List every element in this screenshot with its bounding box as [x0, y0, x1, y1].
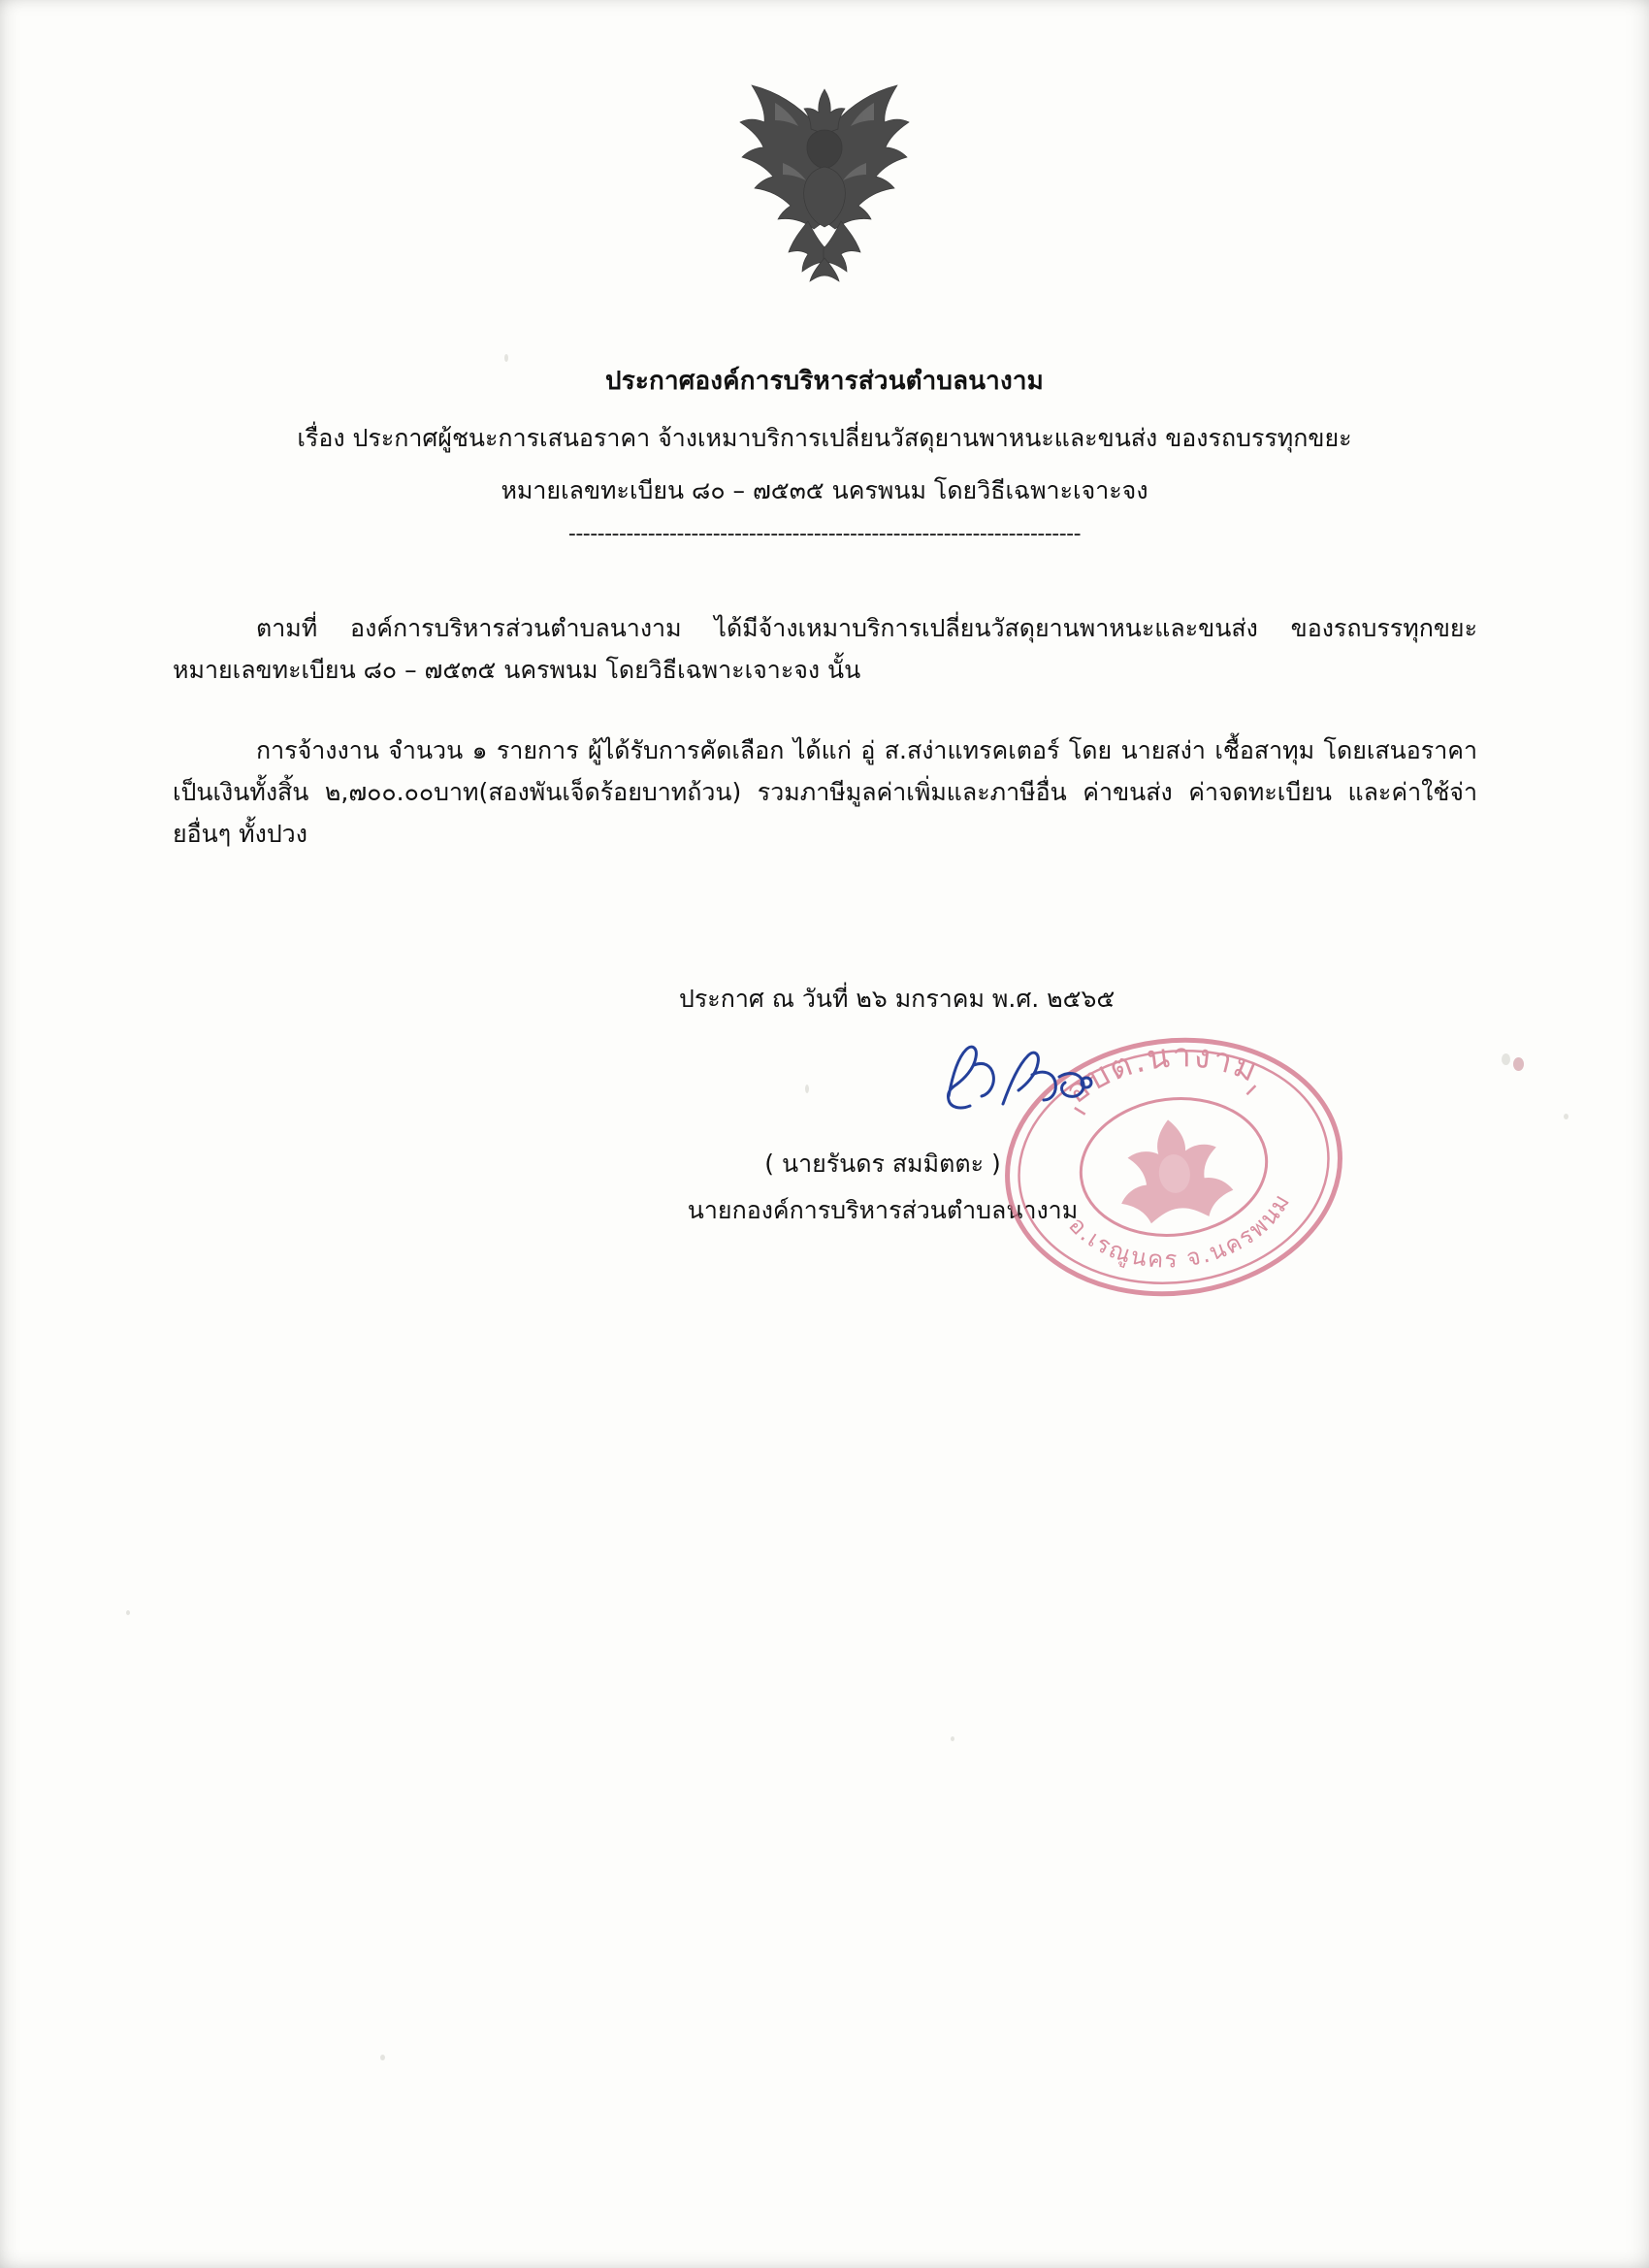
paragraph-1-text: ตามที่ องค์การบริหารส่วนตำบลนางาม ได้มีจ้างเหมาบริการเปลี่ยนวัสดุยานพาหนะและขนส่ง ของรถบรรทุกขยะ หมายเลขทะเบียน ๘๐ – ๗๕๓๕ นครพนม โดยวิธีเฉพาะเจาะจง นั้น — [173, 614, 1477, 684]
handwritten-signature-icon — [931, 1036, 1106, 1123]
scan-speck — [380, 2055, 385, 2060]
scan-speck — [126, 1610, 130, 1615]
scan-speck — [951, 1736, 954, 1741]
paragraph-2-text: การจ้างงาน จำนวน ๑ รายการ ผู้ได้รับการคัดเลือก ได้แก่ อู่ ส.สง่าแทรคเตอร์ โดย นายสง่า เชื้อสาทุม โดยเสนอราคา เป็นเงินทั้งสิ้น ๒,๗๐๐.๐๐บาท(สองพันเจ็ดร้อยบาทถ้วน) รวมภาษีมูลค่าเพิ่มและภาษีอื่น ค่าขนส่ง ค่าจดทะเบียน และค่าใช้จ่ายอื่นๆ ทั้งปวง — [173, 736, 1477, 848]
announcement-date: ประกาศ ณ วันที่ ๒๖ มกราคม พ.ศ. ๒๕๖๕ — [679, 985, 1116, 1013]
scan-speck — [805, 1085, 809, 1093]
divider: ----------------------------------------------------------------------- — [567, 522, 1082, 546]
scan-speck — [1564, 1114, 1568, 1119]
page-title: ประกาศองค์การบริหารส่วนตำบลนางาม — [604, 367, 1045, 396]
paragraph-2 — [173, 729, 1477, 855]
signer-title: นายกองค์การบริหารส่วนตำบลนางาม — [687, 1196, 1079, 1224]
subject-line-1: เรื่อง ประกาศผู้ชนะการเสนอราคา จ้างเหมาบริการเปลี่ยนวัสดุยานพาหนะและขนส่ง ของรถบรรทุกขยะ — [297, 424, 1352, 452]
stamp-bottom-text: อ.เรณูนคร จ.นครพนม — [1063, 1187, 1297, 1274]
subject-line-2: หมายเลขทะเบียน ๘๐ – ๗๕๓๕ นครพนม โดยวิธีเฉพาะเจาะจง — [501, 476, 1148, 504]
garuda-emblem-icon — [732, 76, 917, 284]
paragraph-1 — [173, 607, 1477, 691]
stamp-top-text: อบต.นางาม — [1058, 1036, 1265, 1112]
signer-name: ( นายรันดร สมมิตตะ ) — [764, 1150, 1001, 1178]
scan-speck — [1502, 1053, 1510, 1065]
stamp-ink-speck — [1513, 1057, 1524, 1071]
